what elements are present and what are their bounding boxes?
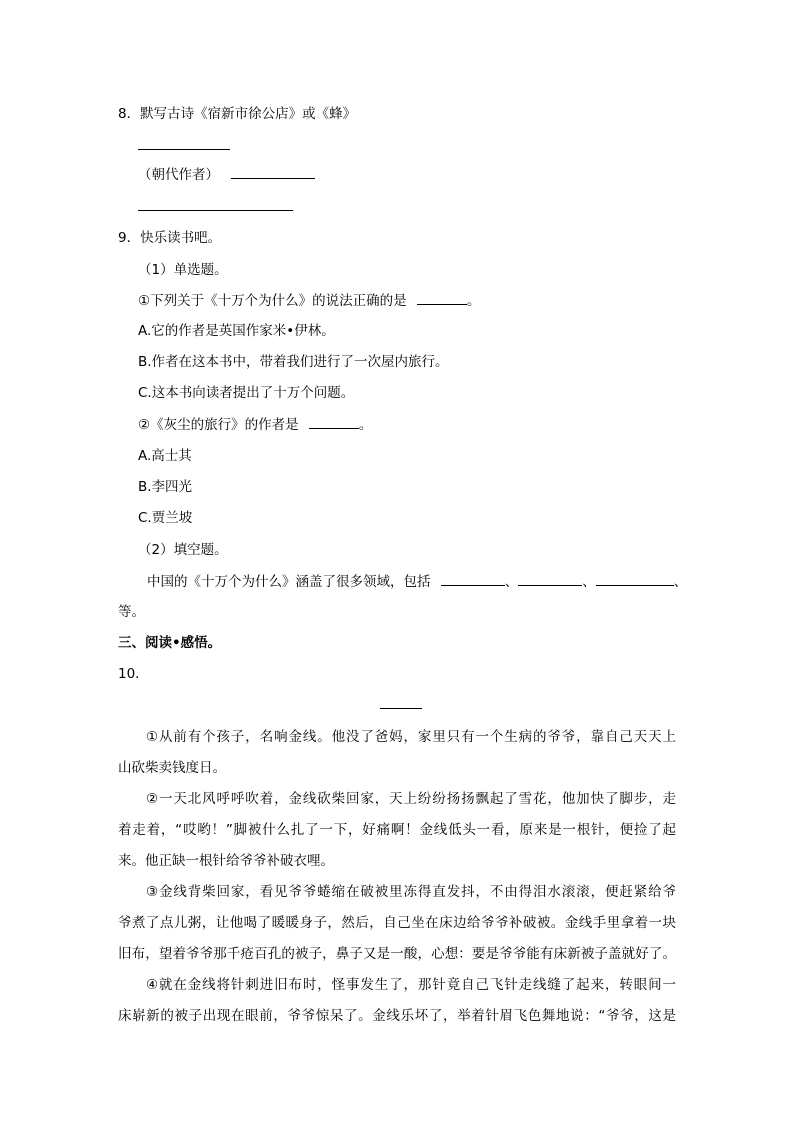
q9-sub2 [138, 414, 372, 435]
q9-sub1-option-a: A.它的作者是英国作家米•伊林。 [138, 323, 335, 339]
q8-author-label: （朝代作者） [138, 167, 219, 183]
q8-author-row [138, 164, 315, 185]
q10-p1-line-1: ①从前有个孩子，名响金线。他没了爸妈，家里只有一个生病的爷爷，靠自己天天上 [146, 729, 676, 745]
q10-p2-line-3: 来。他正缺一根针给爷爷补破衣哩。 [118, 853, 334, 869]
q10-p3-line-3: 旧布，望着爷爷那千疮百孔的被子，鼻子又是一酸，心想：要是爷爷能有床新被子盖就好了。 [118, 946, 676, 962]
q8-text: 8．默写古诗《宿新市徐公店》或《蜂》 [118, 106, 357, 122]
q9-fill-sep-2: 、 [582, 574, 596, 590]
q10-p3-line-2: 爷煮了点儿粥，让他喝了暖暖身子，然后，自己坐在床边给爷爷补破被。金线手里拿着一块 [118, 915, 676, 931]
q9-sub2-option-c: C.贾兰坡 [138, 510, 193, 526]
q10-number: 10． [118, 666, 149, 682]
q9-sub2-option-b: B.李四光 [138, 479, 193, 495]
q9-text: 9．快乐读书吧。 [118, 230, 222, 246]
q10-p1-line-2: 山砍柴卖钱度日。 [118, 760, 226, 776]
q9-sub1-end: 。 [466, 293, 481, 309]
q9-part2-label: （2）填空题。 [138, 542, 228, 558]
q9-fill-sentence [147, 571, 687, 592]
q9-sub1 [138, 290, 480, 311]
q9-sub1-option-b: B.作者在这本书中，带着我们进行了一次屋内旅行。 [138, 354, 449, 370]
q9-fill-sep-3: 、 [673, 574, 688, 590]
q10-p4-line-1: ④就在金线将针刺进旧布时，怪事发生了，那针竟自己飞针走线缝了起来，转眼间一 [146, 977, 676, 993]
q9-sub2-option-a: A.高士其 [138, 448, 192, 464]
q9-sub2-blank[interactable] [309, 414, 359, 429]
q9-part1-label: （1）单选题。 [138, 262, 228, 278]
q10-p4-line-2: 床崭新的被子出现在眼前，爷爷惊呆了。金线乐坏了，举着针眉飞色舞地说：“爷爷，这是 [118, 1008, 676, 1024]
q9-fill-blank-3[interactable] [596, 571, 674, 586]
q8-author-blank[interactable] [231, 164, 315, 179]
q9-fill-blank-1[interactable] [441, 571, 505, 586]
q8-answer-line-1[interactable] [138, 149, 230, 150]
q9-sub1-blank[interactable] [417, 290, 467, 305]
q9-fill-blank-2[interactable] [518, 571, 582, 586]
section3-title: 三、阅读•感悟。 [118, 635, 222, 651]
q9-sub1-question: ①下列关于《十万个为什么》的说法正确的是 [138, 293, 407, 309]
q9-fill-sep-1: 、 [504, 574, 519, 590]
q9-fill-question: 中国的《十万个为什么》涵盖了很多领域，包括 [147, 574, 431, 590]
q9-sub2-end: 。 [358, 417, 373, 433]
q10-title-blank[interactable] [380, 708, 422, 709]
q9-sub1-option-c: C.这本书向读者提出了十万个问题。 [138, 385, 355, 401]
q10-p2-line-1: ②一天北风呼呼吹着，金线砍柴回家，天上纷纷扬扬飘起了雪花，他加快了脚步，走 [146, 791, 676, 807]
q8-answer-line-2[interactable] [138, 210, 293, 211]
q9-sub2-question: ②《灰尘的旅行》的作者是 [138, 417, 299, 433]
q10-p3-line-1: ③金线背柴回家，看见爷爷蜷缩在破被里冻得直发抖，不由得泪水滚滚，便赶紧给爷 [146, 884, 676, 900]
q9-fill-end: 等。 [118, 604, 145, 620]
q10-p2-line-2: 着走着，“哎哟！”脚被什么扎了一下，好痛啊！金线低头一看，原来是一根针，便捡了起 [118, 822, 676, 838]
